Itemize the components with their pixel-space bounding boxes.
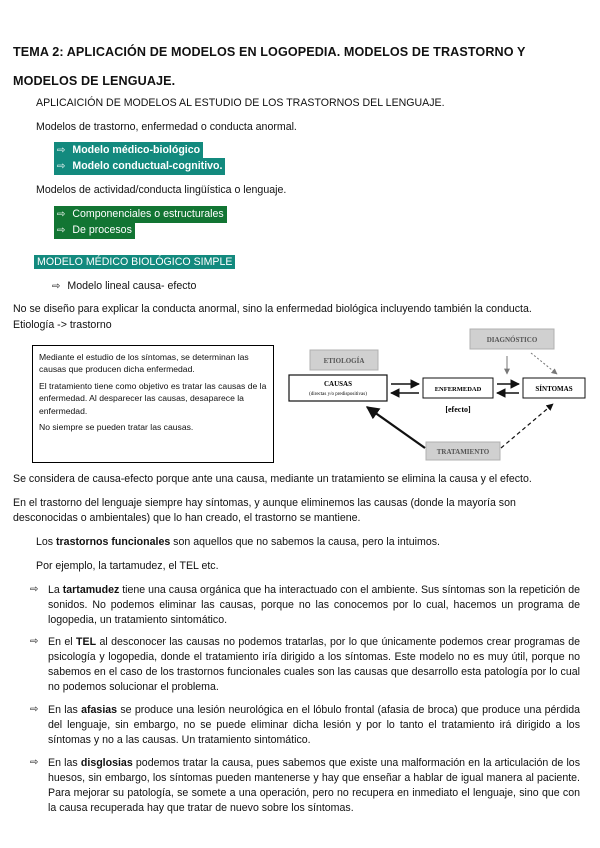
arrow-tratamiento-sintomas xyxy=(501,404,553,448)
etiologia-label: ETIOLOGÍA xyxy=(323,357,365,365)
sintomas-label: SÍNTOMAS xyxy=(535,385,573,393)
summary-box: Mediante el estudio de los síntomas, se determinan las causas que producen dicha enfermedad. El tratamiento tiene como objetivo es tratar las causas de la enfermedad. Al desparecer las causas, desaparece la enfermedad. No siempre se pueden tratar las causas. xyxy=(32,345,274,463)
arrow-tratamiento-causas xyxy=(367,407,425,448)
arrow-icon: ⇨ xyxy=(30,704,39,715)
etiologia-line: Etiología -> trastorno xyxy=(13,319,112,331)
bullet-afasias: ⇨ En las afasias se produce una lesión neurológica en el lóbulo frontal (afasia de broca) que produce una pérdida del lenguaje, sin embargo, no se puede eliminar dicha lesión y por lo tanto el tratamiento irá dirigido a los síntomas y no a las causas. Un tratamiento sintomático. xyxy=(30,704,580,747)
arrow-icon: ⇨ xyxy=(57,145,66,156)
arrow-icon: ⇨ xyxy=(30,636,39,647)
causas-sub-label: (directas y/o predispositivas) xyxy=(309,392,367,397)
bullet-conductual: ⇨ Modelo conductual-cognitivo. xyxy=(54,158,225,175)
section-modelo-simple: MODELO MÉDICO BIOLÓGICO SIMPLE xyxy=(34,255,235,270)
paragraph-ejemplo: Por ejemplo, la tartamudez, el TEL etc. xyxy=(36,560,219,572)
bullet-tartamudez: ⇨ La tartamudez tiene una causa orgánica que ha interactuado con el ambiente. Sus síntomas son la repetición de sonidos. No podemos eliminar las causas, porque no las conocemos por lo cual, hacemos un programa de logopedia, un tratamiento sintomático. xyxy=(30,584,580,627)
causas-box xyxy=(289,375,387,401)
page-title: TEMA 2: APLICACIÓN DE MODELOS EN LOGOPEDIA. MODELOS DE TRASTORNO Y MODELOS DE LENGUAJE. xyxy=(13,45,526,88)
models-activity-heading: Modelos de actividad/conducta lingüística o lenguaje. xyxy=(36,184,287,196)
paragraph-funcionales: Los trastornos funcionales son aquellos que no sabemos la causa, pero la intuimos. xyxy=(36,536,440,548)
enfermedad-label: ENFERMEDAD xyxy=(434,386,482,393)
arrow-icon: ⇨ xyxy=(52,281,61,292)
arrow-icon: ⇨ xyxy=(30,757,39,768)
arrow-diagnostico-sintomas xyxy=(531,353,557,374)
subtitle: APLICAICIÓN DE MODELOS AL ESTUDIO DE LOS TRASTORNOS DEL LENGUAJE. xyxy=(36,97,445,109)
bullet-componenciales: ⇨ Componenciales o estructurales xyxy=(54,206,227,223)
bullet-medico: ⇨ Modelo médico-biológico xyxy=(54,142,203,159)
efecto-label: [efecto] xyxy=(445,405,471,414)
causas-label: CAUSAS xyxy=(323,380,353,388)
models-disorder-heading: Modelos de trastorno, enfermedad o conducta anormal. xyxy=(36,121,297,133)
lineal-item: ⇨ Modelo lineal causa- efecto xyxy=(52,280,197,292)
arrow-icon: ⇨ xyxy=(57,209,66,220)
arrow-icon: ⇨ xyxy=(57,225,66,236)
cause-effect-diagram xyxy=(283,326,589,466)
bullet-procesos: ⇨ De procesos xyxy=(54,222,135,239)
bullet-disglosias: ⇨ En las disglosias podemos tratar la causa, pues sabemos que existe una malformación en la articulación de los huesos, sin embargo, los síntomas pueden mantenerse y hay que enseñar a hablar de igual manera al paciente. Para mejorar su patología, se somete a una operación, pero no recupera en inmediato el lenguaje, sino que con la causa recuperada hay que tratar de nuevo sobre los síntomas. xyxy=(30,757,580,815)
bullet-tel: ⇨ En el TEL al desconocer las causas no podemos tratarlas, por lo que únicamente podemos crear programas de psicología y logopedia, donde el tratamiento iría dirigido a los síntomas. Este modelo no es muy útil, porque no sabemos en el caso de los trastornos funcionales cuales son las causas que desarrollo esta patología por lo cual no podemos solucionar el problema. xyxy=(30,636,581,694)
tratamiento-label: TRATAMIENTO xyxy=(436,448,490,456)
arrow-icon: ⇨ xyxy=(57,161,66,172)
paragraph-causa-efecto: Se considera de causa-efecto porque ante una causa, mediante un tratamiento se elimina la causa y el efecto. xyxy=(13,473,532,485)
paragraph-trastorno: En el trastorno del lenguaje siempre hay síntomas, y aunque eliminemos las causas (donde la mayoría son desconocidas o ambientales) que lo han creado, el trastorno se mantiene. xyxy=(13,497,516,525)
arrow-icon: ⇨ xyxy=(30,584,39,595)
diagnostico-label: DIAGNÓSTICO xyxy=(486,336,538,344)
paragraph-diseno: No se diseño para explicar la conducta anormal, sino la enfermedad biológica incluyendo también la conducta. xyxy=(13,303,532,315)
